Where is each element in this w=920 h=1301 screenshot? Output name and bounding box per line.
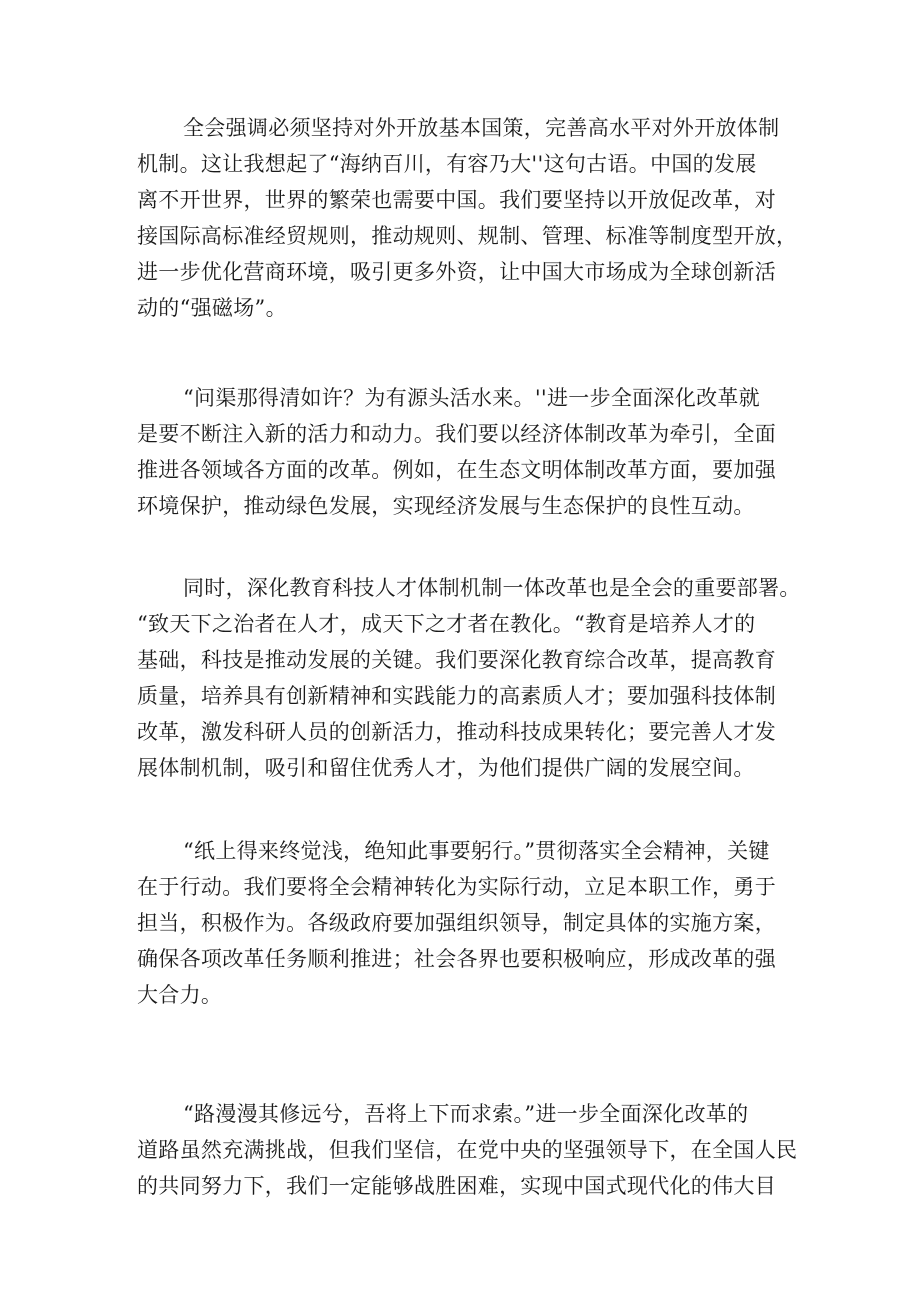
text-line: 确保各项改革任务顺利推进；社会各界也要积极响应，形成改革的强 bbox=[137, 947, 776, 971]
text-line: “问渠那得清如许？为有源头活水来。''进一步全面深化改革就 bbox=[183, 386, 760, 410]
paragraph-conclusion bbox=[137, 1096, 797, 1204]
paragraph-reform-vitality bbox=[137, 380, 797, 524]
text-line: 的共同努力下，我们一定能够战胜困难，实现中国式现代化的伟大目 bbox=[137, 1174, 776, 1198]
text-line: 道路虽然充满挑战，但我们坚信，在党中央的坚强领导下，在全国人民 bbox=[137, 1138, 798, 1162]
text-line: 改革，激发科研人员的创新活力，推动科技成果转化；要完善人才发 bbox=[137, 720, 776, 744]
text-line: 机制。这让我想起了“海纳百川，有容乃大''这句古语。中国的发展 bbox=[137, 152, 757, 176]
text-line: 环境保护，推动绿色发展，实现经济发展与生态保护的良性互动。 bbox=[137, 494, 755, 518]
text-line: 大合力。 bbox=[137, 983, 223, 1007]
text-line: 离不开世界，世界的繁荣也需要中国。我们要坚持以开放促改革，对 bbox=[137, 188, 776, 212]
text-line: 担当，积极作为。各级政府要加强组织领导，制定具体的实施方案， bbox=[137, 911, 776, 935]
text-line: 同时，深化教育科技人才体制机制一体改革也是全会的重要部署。 bbox=[183, 576, 801, 600]
text-line: 接国际高标准经贸规则，推动规则、规制、管理、标准等制度型开放， bbox=[137, 224, 798, 248]
text-line: 基础，科技是推动发展的关键。我们要深化教育综合改革，提高教育 bbox=[137, 648, 776, 672]
paragraph-opening-up bbox=[137, 110, 797, 326]
text-line: 是要不断注入新的活力和动力。我们要以经济体制改革为牵引，全面 bbox=[137, 422, 776, 446]
paragraph-action bbox=[137, 833, 797, 1013]
text-line: 质量，培养具有创新精神和实践能力的高素质人才；要加强科技体制 bbox=[137, 684, 776, 708]
text-line: “路漫漫其修远兮，吾将上下而求索。”进一步全面深化改革的 bbox=[183, 1102, 749, 1126]
text-line: 动的“强磁场”。 bbox=[137, 296, 287, 320]
text-line: 在于行动。我们要将全会精神转化为实际行动，立足本职工作，勇于 bbox=[137, 875, 776, 899]
text-line: 展体制机制，吸引和留住优秀人才，为他们提供广阔的发展空间。 bbox=[137, 756, 755, 780]
text-line: “纸上得来终觉浅，绝知此事要躬行。”贯彻落实全会精神，关键 bbox=[183, 839, 770, 863]
text-line: 全会强调必须坚持对外开放基本国策，完善高水平对外开放体制 bbox=[183, 116, 780, 140]
text-line: 进一步优化营商环境，吸引更多外资，让中国大市场成为全球创新活 bbox=[137, 260, 776, 284]
paragraph-education-talent bbox=[137, 570, 801, 786]
text-line: “致天下之治者在人才，成天下之才者在教化。“教育是培养人才的 bbox=[137, 612, 756, 636]
text-line: 推进各领域各方面的改革。例如，在生态文明体制改革方面，要加强 bbox=[137, 458, 776, 482]
